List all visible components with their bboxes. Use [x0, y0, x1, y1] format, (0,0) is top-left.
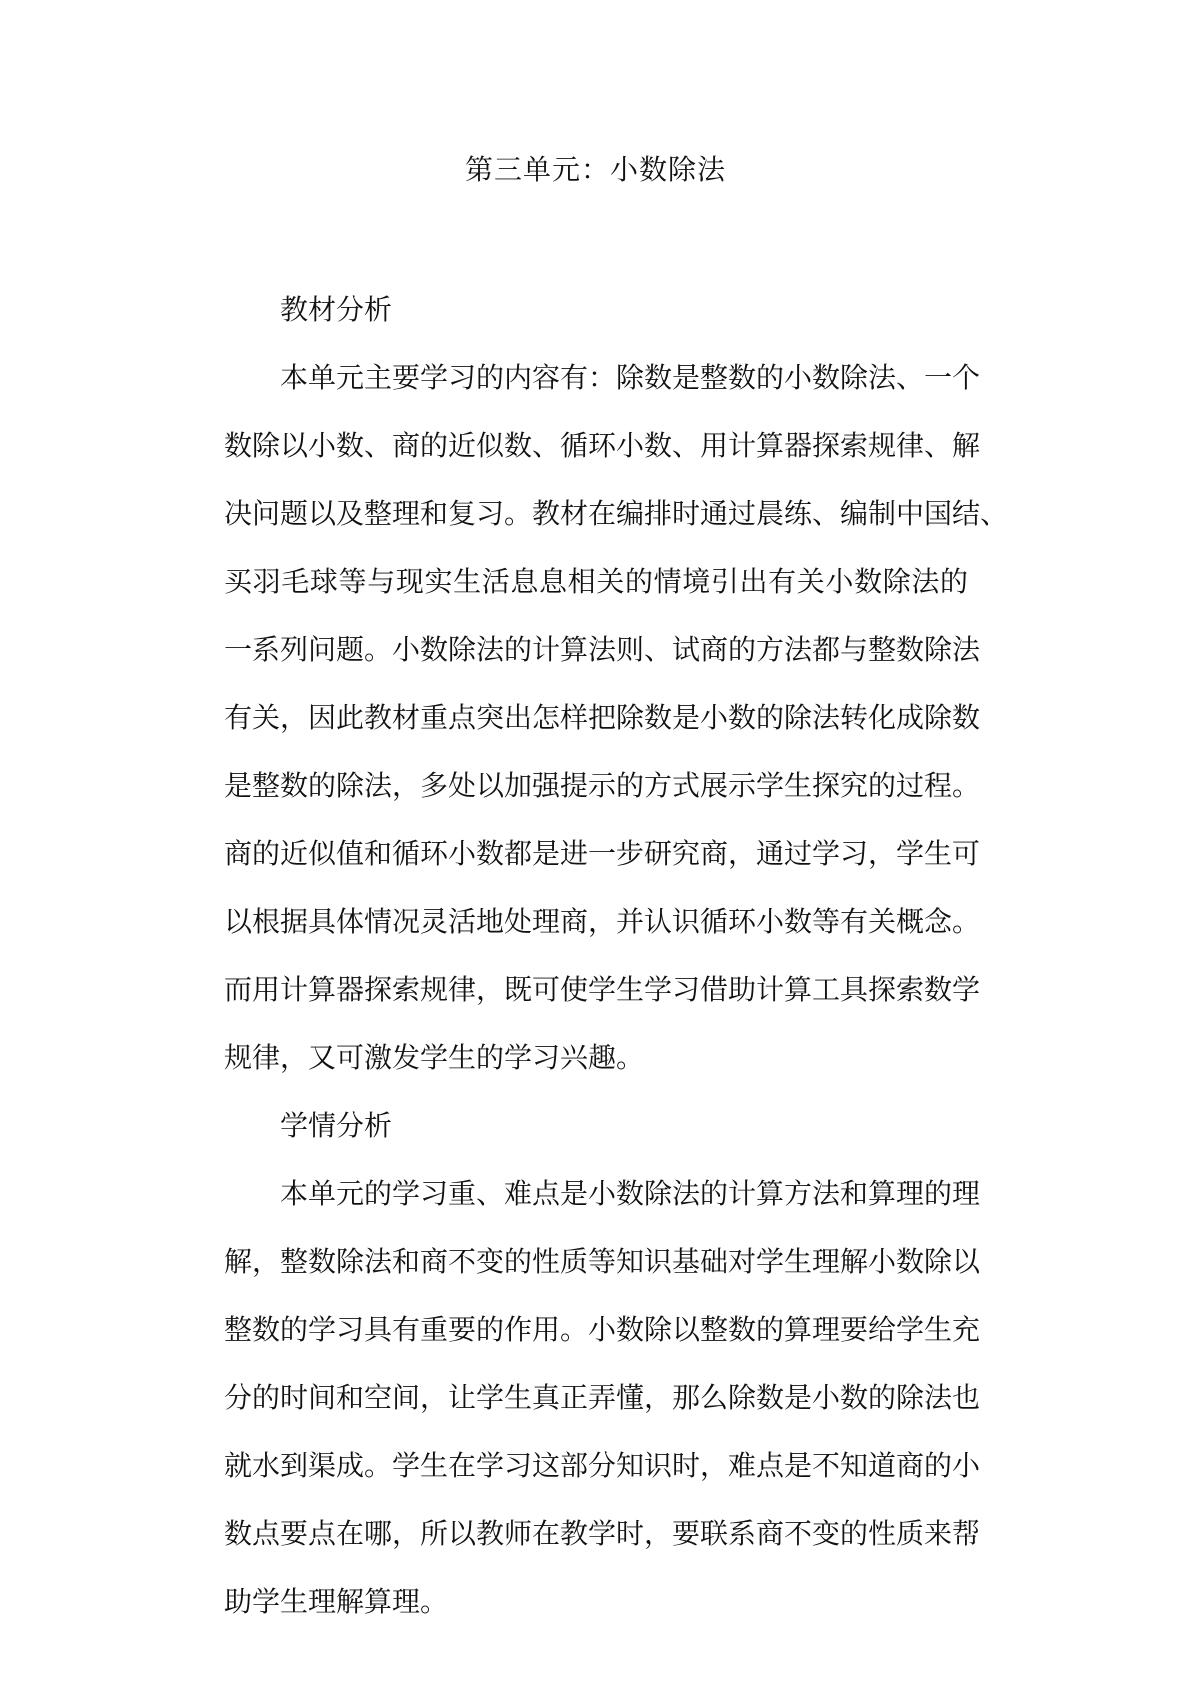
paragraph-line: 助学生理解算理。	[224, 1585, 449, 1618]
paragraph-line: 就水到渠成。学生在学习这部分知识时，难点是不知道商的小	[224, 1449, 981, 1482]
section-heading-textbook-analysis: 教材分析	[280, 293, 393, 326]
paragraph-line: 买羽毛球等与现实生活息息相关的情境引出有关小数除法的	[224, 565, 968, 598]
paragraph-line: 有关，因此教材重点突出怎样把除数是小数的除法转化成除数	[224, 701, 981, 734]
paragraph-line: 是整数的除法，多处以加强提示的方式展示学生探究的过程。	[224, 769, 981, 802]
paragraph-line: 而用计算器探索规律，既可使学生学习借助计算工具探索数学	[224, 973, 981, 1006]
paragraph-line: 整数的学习具有重要的作用。小数除以整数的算理要给学生充	[224, 1313, 981, 1346]
paragraph-line: 解，整数除法和商不变的性质等知识基础对学生理解小数除以	[224, 1245, 981, 1278]
paragraph-line: 分的时间和空间，让学生真正弄懂，那么除数是小数的除法也	[224, 1381, 981, 1414]
paragraph-line: 数除以小数、商的近似数、循环小数、用计算器探索规律、解	[224, 429, 981, 462]
section-paragraph-learner-analysis	[224, 1160, 981, 1636]
paragraph-line: 本单元主要学习的内容有：除数是整数的小数除法、一个	[280, 361, 981, 394]
paragraph-line: 一系列问题。小数除法的计算法则、试商的方法都与整数除法	[224, 633, 981, 666]
document-title: 第三单元：小数除法	[464, 153, 726, 186]
paragraph-line: 决问题以及整理和复习。教材在编排时通过晨练、编制中国结、	[224, 497, 1009, 530]
paragraph-line: 规律，又可激发学生的学习兴趣。	[224, 1041, 645, 1074]
section-heading-learner-analysis: 学情分析	[280, 1109, 393, 1142]
paragraph-line: 本单元的学习重、难点是小数除法的计算方法和算理的理	[280, 1177, 981, 1210]
document-body	[224, 276, 1009, 1636]
paragraph-line: 以根据具体情况灵活地处理商，并认识循环小数等有关概念。	[224, 905, 981, 938]
section-paragraph-textbook-analysis	[224, 344, 1009, 1092]
paragraph-line: 商的近似值和循环小数都是进一步研究商，通过学习，学生可	[224, 837, 981, 870]
paragraph-line: 数点要点在哪，所以教师在教学时，要联系商不变的性质来帮	[224, 1517, 981, 1550]
